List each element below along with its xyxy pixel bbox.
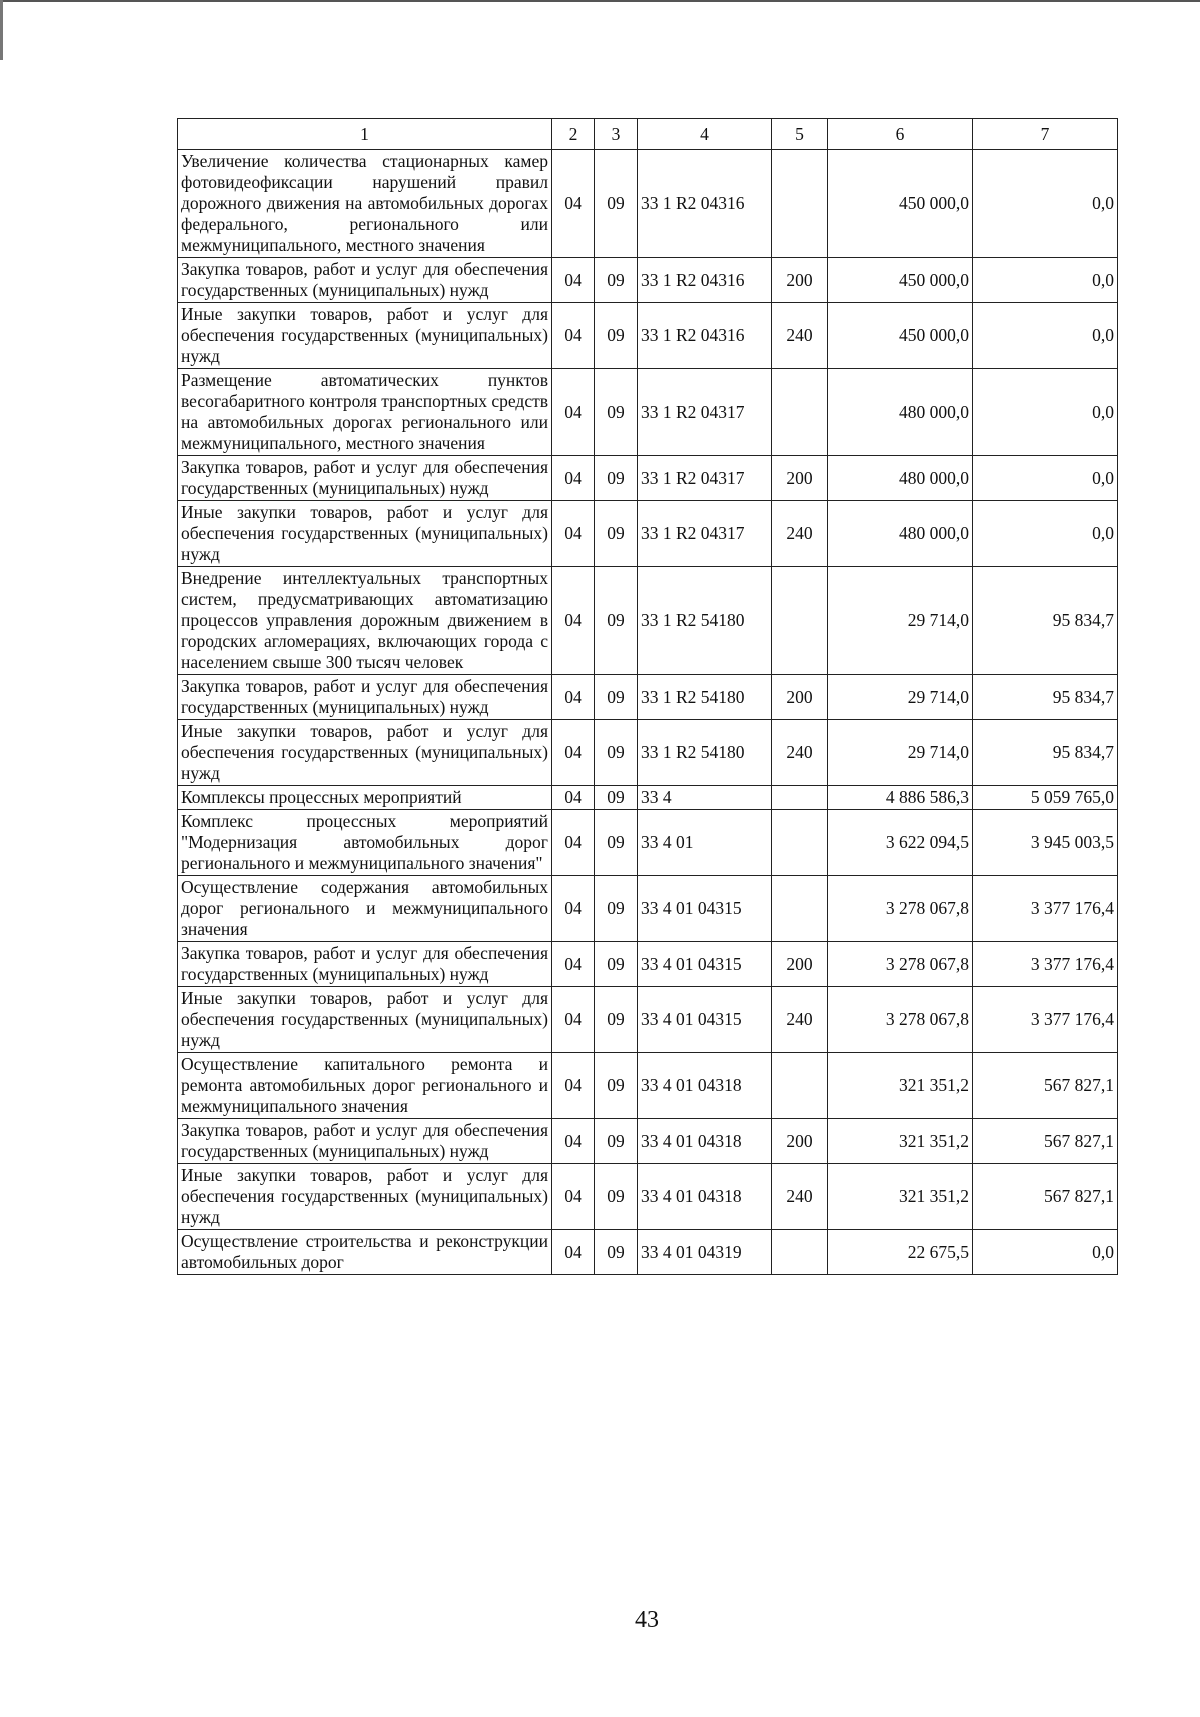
section-code-cell: 04 <box>552 501 595 567</box>
section-code-cell: 04 <box>552 369 595 456</box>
table-row <box>178 810 1118 876</box>
expense-name-cell: Иные закупки товаров, работ и услуг для обеспечения государственных (муниципальных) нужд <box>178 1164 552 1230</box>
target-article-cell: 33 4 <box>638 786 772 810</box>
section-code-cell: 04 <box>552 1053 595 1119</box>
amount-year-1-cell: 3 278 067,8 <box>828 942 973 987</box>
target-article-cell: 33 1 R2 04316 <box>638 303 772 369</box>
amount-year-1-cell: 480 000,0 <box>828 456 973 501</box>
subsection-code-cell: 09 <box>595 1053 638 1119</box>
target-article-cell: 33 4 01 04318 <box>638 1119 772 1164</box>
target-article-cell: 33 1 R2 04317 <box>638 369 772 456</box>
target-article-cell: 33 4 01 04315 <box>638 876 772 942</box>
column-header: 5 <box>772 119 828 150</box>
subsection-code-cell: 09 <box>595 987 638 1053</box>
amount-year-2-cell: 3 377 176,4 <box>973 987 1118 1053</box>
expense-name-cell: Иные закупки товаров, работ и услуг для обеспечения государственных (муниципальных) нужд <box>178 303 552 369</box>
table-row <box>178 942 1118 987</box>
target-article-cell: 33 1 R2 54180 <box>638 675 772 720</box>
target-article-cell: 33 4 01 04315 <box>638 987 772 1053</box>
target-article-cell: 33 1 R2 04316 <box>638 258 772 303</box>
amount-year-2-cell: 0,0 <box>973 303 1118 369</box>
amount-year-2-cell: 567 827,1 <box>973 1119 1118 1164</box>
subsection-code-cell: 09 <box>595 303 638 369</box>
expense-name-cell: Закупка товаров, работ и услуг для обеспечения государственных (муниципальных) нужд <box>178 456 552 501</box>
target-article-cell: 33 1 R2 04317 <box>638 456 772 501</box>
target-article-cell: 33 1 R2 54180 <box>638 567 772 675</box>
expense-name-cell: Иные закупки товаров, работ и услуг для обеспечения государственных (муниципальных) нужд <box>178 720 552 786</box>
expense-type-cell: 200 <box>772 675 828 720</box>
expense-type-cell <box>772 810 828 876</box>
budget-table <box>177 118 1118 1275</box>
table-row <box>178 1053 1118 1119</box>
expense-type-cell <box>772 1053 828 1119</box>
section-code-cell: 04 <box>552 720 595 786</box>
section-code-cell: 04 <box>552 942 595 987</box>
table-row <box>178 150 1118 258</box>
amount-year-1-cell: 450 000,0 <box>828 303 973 369</box>
table-row <box>178 1164 1118 1230</box>
column-header: 6 <box>828 119 973 150</box>
column-header: 3 <box>595 119 638 150</box>
expense-name-cell: Иные закупки товаров, работ и услуг для обеспечения государственных (муниципальных) нужд <box>178 987 552 1053</box>
subsection-code-cell: 09 <box>595 258 638 303</box>
amount-year-2-cell: 0,0 <box>973 501 1118 567</box>
column-header: 7 <box>973 119 1118 150</box>
expense-name-cell: Закупка товаров, работ и услуг для обеспечения государственных (муниципальных) нужд <box>178 258 552 303</box>
amount-year-1-cell: 450 000,0 <box>828 258 973 303</box>
target-article-cell: 33 4 01 04318 <box>638 1164 772 1230</box>
target-article-cell: 33 1 R2 04316 <box>638 150 772 258</box>
amount-year-1-cell: 321 351,2 <box>828 1053 973 1119</box>
section-code-cell: 04 <box>552 456 595 501</box>
amount-year-2-cell: 567 827,1 <box>973 1164 1118 1230</box>
expense-name-cell: Закупка товаров, работ и услуг для обеспечения государственных (муниципальных) нужд <box>178 942 552 987</box>
expense-name-cell: Внедрение интеллектуальных транспортных систем, предусматривающих автоматизацию процессов управления дорожным движением в городских агломерациях, включающих города с населением свыше 300 тысяч человек <box>178 567 552 675</box>
amount-year-1-cell: 321 351,2 <box>828 1164 973 1230</box>
table-row <box>178 456 1118 501</box>
amount-year-1-cell: 480 000,0 <box>828 501 973 567</box>
amount-year-1-cell: 3 622 094,5 <box>828 810 973 876</box>
section-code-cell: 04 <box>552 1230 595 1275</box>
amount-year-1-cell: 4 886 586,3 <box>828 786 973 810</box>
amount-year-2-cell: 95 834,7 <box>973 675 1118 720</box>
table-row <box>178 567 1118 675</box>
expense-name-cell: Увеличение количества стационарных камер фотовидеофиксации нарушений правил дорожного движения на автомобильных дорогах федерального, регионального или межмуниципального, местного значения <box>178 150 552 258</box>
expense-type-cell: 240 <box>772 720 828 786</box>
target-article-cell: 33 4 01 04315 <box>638 942 772 987</box>
table-row <box>178 720 1118 786</box>
page-edge-mark <box>0 0 3 60</box>
page-top-rule <box>0 0 1200 2</box>
table-row <box>178 258 1118 303</box>
section-code-cell: 04 <box>552 876 595 942</box>
expense-type-cell <box>772 567 828 675</box>
amount-year-2-cell: 0,0 <box>973 456 1118 501</box>
table-row <box>178 987 1118 1053</box>
page-number: 43 <box>635 1607 659 1633</box>
amount-year-2-cell: 3 377 176,4 <box>973 876 1118 942</box>
table-row <box>178 786 1118 810</box>
table-row <box>178 303 1118 369</box>
subsection-code-cell: 09 <box>595 1230 638 1275</box>
subsection-code-cell: 09 <box>595 456 638 501</box>
amount-year-1-cell: 3 278 067,8 <box>828 987 973 1053</box>
section-code-cell: 04 <box>552 258 595 303</box>
target-article-cell: 33 4 01 <box>638 810 772 876</box>
amount-year-2-cell: 95 834,7 <box>973 720 1118 786</box>
section-code-cell: 04 <box>552 786 595 810</box>
expense-type-cell: 200 <box>772 942 828 987</box>
table-body <box>178 150 1118 1275</box>
expense-name-cell: Комплексы процессных мероприятий <box>178 786 552 810</box>
subsection-code-cell: 09 <box>595 369 638 456</box>
expense-type-cell: 240 <box>772 501 828 567</box>
expense-type-cell <box>772 876 828 942</box>
subsection-code-cell: 09 <box>595 150 638 258</box>
expense-type-cell: 240 <box>772 987 828 1053</box>
subsection-code-cell: 09 <box>595 501 638 567</box>
expense-name-cell: Комплекс процессных мероприятий "Модернизация автомобильных дорог регионального и межмуниципального значения" <box>178 810 552 876</box>
amount-year-2-cell: 5 059 765,0 <box>973 786 1118 810</box>
expense-type-cell: 200 <box>772 1119 828 1164</box>
expense-name-cell: Осуществление содержания автомобильных дорог регионального и межмуниципального значения <box>178 876 552 942</box>
section-code-cell: 04 <box>552 987 595 1053</box>
amount-year-1-cell: 29 714,0 <box>828 720 973 786</box>
amount-year-2-cell: 0,0 <box>973 369 1118 456</box>
subsection-code-cell: 09 <box>595 942 638 987</box>
subsection-code-cell: 09 <box>595 876 638 942</box>
amount-year-2-cell: 0,0 <box>973 1230 1118 1275</box>
target-article-cell: 33 4 01 04319 <box>638 1230 772 1275</box>
table-row <box>178 1230 1118 1275</box>
table-header-row <box>178 119 1118 150</box>
table-row <box>178 876 1118 942</box>
section-code-cell: 04 <box>552 675 595 720</box>
amount-year-1-cell: 29 714,0 <box>828 675 973 720</box>
amount-year-1-cell: 3 278 067,8 <box>828 876 973 942</box>
expense-type-cell <box>772 786 828 810</box>
amount-year-2-cell: 567 827,1 <box>973 1053 1118 1119</box>
amount-year-2-cell: 0,0 <box>973 258 1118 303</box>
section-code-cell: 04 <box>552 810 595 876</box>
target-article-cell: 33 4 01 04318 <box>638 1053 772 1119</box>
target-article-cell: 33 1 R2 04317 <box>638 501 772 567</box>
subsection-code-cell: 09 <box>595 810 638 876</box>
expense-type-cell <box>772 1230 828 1275</box>
expense-name-cell: Осуществление капитального ремонта и ремонта автомобильных дорог регионального и межмуниципального значения <box>178 1053 552 1119</box>
expense-type-cell <box>772 150 828 258</box>
amount-year-2-cell: 3 945 003,5 <box>973 810 1118 876</box>
amount-year-1-cell: 480 000,0 <box>828 369 973 456</box>
column-header: 4 <box>638 119 772 150</box>
subsection-code-cell: 09 <box>595 1119 638 1164</box>
expense-type-cell <box>772 369 828 456</box>
expense-name-cell: Иные закупки товаров, работ и услуг для обеспечения государственных (муниципальных) нужд <box>178 501 552 567</box>
section-code-cell: 04 <box>552 1119 595 1164</box>
expense-type-cell: 240 <box>772 1164 828 1230</box>
expense-name-cell: Размещение автоматических пунктов весогабаритного контроля транспортных средств на автомобильных дорогах регионального или межмуниципального, местного значения <box>178 369 552 456</box>
subsection-code-cell: 09 <box>595 567 638 675</box>
expense-name-cell: Закупка товаров, работ и услуг для обеспечения государственных (муниципальных) нужд <box>178 1119 552 1164</box>
expense-name-cell: Закупка товаров, работ и услуг для обеспечения государственных (муниципальных) нужд <box>178 675 552 720</box>
amount-year-2-cell: 3 377 176,4 <box>973 942 1118 987</box>
amount-year-1-cell: 22 675,5 <box>828 1230 973 1275</box>
table-row <box>178 1119 1118 1164</box>
amount-year-2-cell: 0,0 <box>973 150 1118 258</box>
subsection-code-cell: 09 <box>595 1164 638 1230</box>
target-article-cell: 33 1 R2 54180 <box>638 720 772 786</box>
expense-type-cell: 200 <box>772 258 828 303</box>
table-row <box>178 369 1118 456</box>
amount-year-1-cell: 29 714,0 <box>828 567 973 675</box>
section-code-cell: 04 <box>552 567 595 675</box>
subsection-code-cell: 09 <box>595 720 638 786</box>
subsection-code-cell: 09 <box>595 675 638 720</box>
column-header: 2 <box>552 119 595 150</box>
table-row <box>178 675 1118 720</box>
expense-name-cell: Осуществление строительства и реконструкции автомобильных дорог <box>178 1230 552 1275</box>
column-header: 1 <box>178 119 552 150</box>
amount-year-1-cell: 321 351,2 <box>828 1119 973 1164</box>
section-code-cell: 04 <box>552 303 595 369</box>
section-code-cell: 04 <box>552 1164 595 1230</box>
section-code-cell: 04 <box>552 150 595 258</box>
amount-year-1-cell: 450 000,0 <box>828 150 973 258</box>
table-row <box>178 501 1118 567</box>
expense-type-cell: 200 <box>772 456 828 501</box>
subsection-code-cell: 09 <box>595 786 638 810</box>
amount-year-2-cell: 95 834,7 <box>973 567 1118 675</box>
expense-type-cell: 240 <box>772 303 828 369</box>
